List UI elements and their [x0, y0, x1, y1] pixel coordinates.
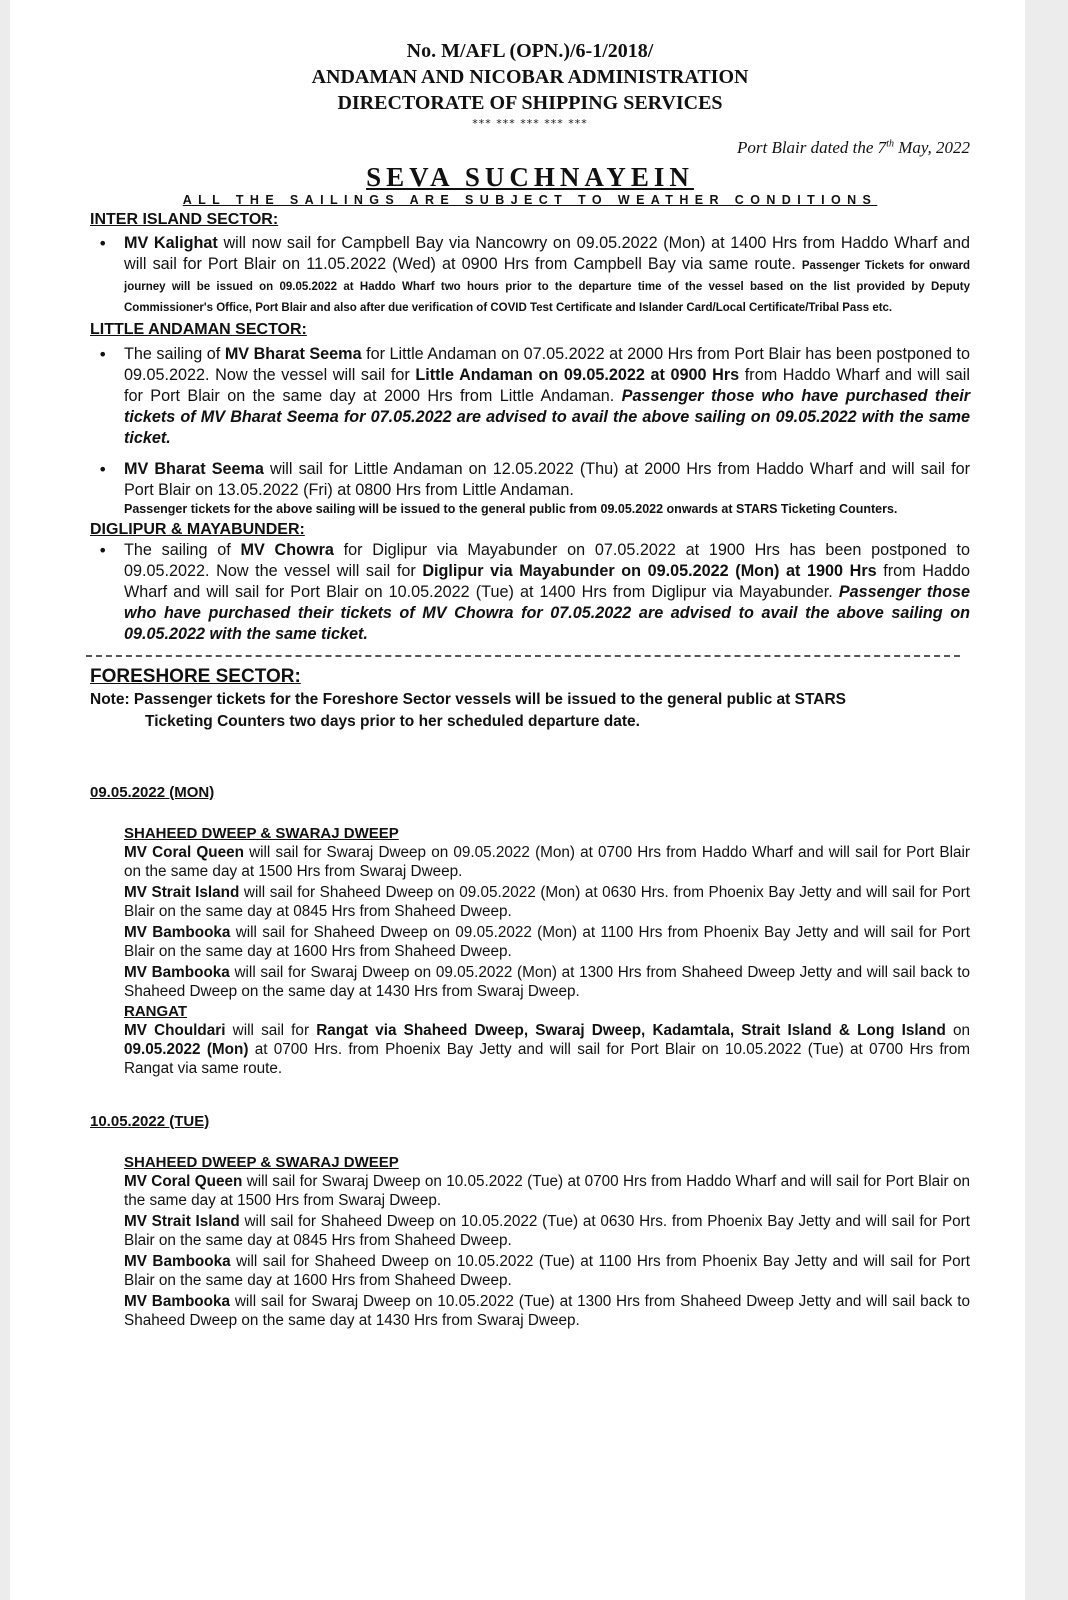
rangat-item [124, 1021, 970, 1078]
little-andaman-item-1 [90, 344, 970, 449]
sailing-text: will sail for Swaraj Dweep on 10.05.2022 (Tue) at 0700 Hrs from Haddo Wharf and will sail for Port Blair on the same day at 1500 Hrs from Swaraj Dweep. [124, 1173, 970, 1209]
diglipur-item [90, 540, 970, 645]
sailing-highlight: Diglipur via Mayabunder on 09.05.2022 (Mon) at 1900 Hrs [422, 562, 877, 580]
day1-items [124, 843, 970, 1001]
day-heading-tue: 10.05.2022 (TUE) [90, 1113, 210, 1130]
vessel-name: MV Coral Queen [124, 844, 244, 861]
bullet: • [98, 234, 108, 253]
weather-disclaimer: ALL THE SAILINGS ARE SUBJECT TO WEATHER CONDITIONS [182, 193, 878, 207]
bullet: • [98, 460, 108, 479]
sailing-text: will sail for Shaheed Dweep on 09.05.2022 (Mon) at 0630 Hrs. from Phoenix Bay Jetty and will sail for Port Blair on the same day at 0845 Hrs from Shaheed Dweep. [124, 884, 970, 920]
dated-sup: th [886, 138, 894, 150]
sailing-item [124, 963, 970, 1001]
sailing-highlight: Little Andaman on 09.05.2022 at 0900 Hrs [415, 366, 740, 384]
note-line-1: Note: Passenger tickets for the Foreshore Sector vessels will be issued to the general public at STARS [90, 691, 846, 708]
document-content [90, 38, 970, 1332]
dated-line [90, 138, 970, 158]
sailing-item [124, 843, 970, 881]
sailing-text: will sail for Shaheed Dweep on 09.05.2022 (Mon) at 1100 Hrs from Phoenix Bay Jetty and will sail for Port Blair on the same day at 1600 Hrs from Shaheed Dweep. [124, 924, 971, 960]
sailing-text: will now sail for Campbell Bay via Nancowry on 09.05.2022 (Mon) at 1400 Hrs from Haddo Wharf and will sail for Port Blair on 11.05.2022 (Wed) at 0900 Hrs from Campbell Bay via same route. [124, 234, 970, 273]
sailing-text: will sail for Shaheed Dweep on 10.05.2022 (Tue) at 0630 Hrs. from Phoenix Bay Jetty and will sail for Port Blair on the same day at 0845 Hrs from Shaheed Dweep. [124, 1213, 970, 1249]
subsector-heading: SHAHEED DWEEP & SWARAJ DWEEP [124, 1154, 399, 1171]
inter-island-text [124, 233, 970, 317]
subsector-heading: SHAHEED DWEEP & SWARAJ DWEEP [124, 825, 399, 842]
vessel-name: MV Coral Queen [124, 1173, 243, 1190]
vessel-name: MV Strait Island [124, 1213, 240, 1230]
inter-island-item [90, 233, 970, 317]
little-andaman-text-2 [124, 459, 970, 518]
diglipur-heading: DIGLIPUR & MAYABUNDER: [90, 521, 305, 538]
notice-title: SEVA SUCHNAYEIN [366, 162, 694, 192]
sailing-item [124, 923, 970, 961]
text: from Haddo Wharf and will sail for Port Blair on 10.05.2022 (Tue) at 1400 Hrs from Diglipur via Mayabunder. [124, 562, 970, 601]
text: for Diglipur via Mayabunder on 07.05.2022 at 1900 Hrs has been postponed to 09.05.2022. Now the vessel will sail for [124, 541, 971, 580]
sailing-text: will sail for Swaraj Dweep on 09.05.2022 (Mon) at 0700 Hrs from Haddo Wharf and will sail for Port Blair on the same day at 1500 Hrs from Swaraj Dweep. [124, 844, 970, 880]
route-highlight: Rangat via Shaheed Dweep, Swaraj Dweep, Kadamtala, Strait Island & Long Island [316, 1022, 946, 1039]
day1-block [90, 825, 970, 1078]
file-number: No. M/AFL (OPN.)/6-1/2018/ [406, 40, 654, 62]
vessel-name: MV Chouldari [124, 1022, 226, 1039]
day2-items [124, 1172, 970, 1330]
diglipur-text [124, 540, 970, 645]
subsector-heading-rangat: RANGAT [124, 1003, 188, 1020]
bullet: • [98, 541, 108, 560]
sailing-item [124, 1212, 970, 1250]
vessel-name: MV Bambooka [124, 964, 230, 981]
inter-island-heading: INTER ISLAND SECTOR: [90, 211, 279, 228]
date-highlight: 09.05.2022 (Mon) [124, 1041, 249, 1058]
sailing-text: will sail for Shaheed Dweep on 10.05.2022 (Tue) at 1100 Hrs from Phoenix Bay Jetty and will sail for Port Blair on the same day at 1600 Hrs from Shaheed Dweep. [124, 1253, 971, 1289]
dashed-divider [86, 655, 960, 657]
sailing-text: will sail for Swaraj Dweep on 09.05.2022 (Mon) at 1300 Hrs from Shaheed Dweep Jetty and will sail back to Shaheed Dweep on the same day at 1430 Hrs from Swaraj Dweep. [124, 964, 970, 1000]
ticket-note: Passenger Tickets for onward journey will be issued on 09.05.2022 at Haddo Wharf two hours prior to the departure time of the vessel based on the list provided by Deputy Commissioner's Office, Port Blair and also after due verification of COVID Test Certificate and Islander Card/Local Certificate/Tribal Pass etc. [124, 260, 971, 314]
dated-suffix: May, 2022 [893, 138, 970, 157]
ticket-advisory: Passenger those who have purchased their tickets of MV Bharat Seema for 07.05.2022 are advised to avail the above sailing on 09.05.2022 with the same ticket. [124, 387, 970, 447]
document-page [10, 0, 1025, 1600]
little-andaman-text-1 [124, 344, 970, 449]
little-andaman-item-2 [90, 459, 970, 518]
dated-prefix: Port Blair dated the 7 [736, 138, 887, 157]
bullet: • [98, 345, 108, 364]
text: will sail for Little Andaman on 12.05.2022 (Thu) at 2000 Hrs from Haddo Wharf and will sail for Port Blair on 13.05.2022 (Fri) at 0800 Hrs from Little Andaman. [124, 460, 970, 499]
day2-block [90, 1154, 970, 1330]
vessel-name: MV Chowra [240, 541, 334, 559]
vessel-name: MV Bharat Seema [224, 345, 362, 363]
vessel-name: MV Bambooka [124, 1293, 230, 1310]
foreshore-note [90, 689, 970, 733]
sailing-item [124, 1292, 970, 1330]
ticket-advisory: Passenger those who have purchased their tickets of MV Chowra for 07.05.2022 are advised to avail the above sailing on 09.05.2022 with the same ticket. [124, 583, 970, 643]
ticket-note: Passenger tickets for the above sailing will be issued to the general public from 09.05.2022 onwards at STARS Ticketing Counters. [124, 502, 898, 516]
sailing-item [124, 1172, 970, 1210]
vessel-name: MV Bharat Seema [124, 460, 264, 478]
foreshore-heading: FORESHORE SECTOR: [90, 666, 301, 687]
text: for Little Andaman on 07.05.2022 at 2000 Hrs from Port Blair has been postponed to 09.05.2022. Now the vessel will sail for [124, 345, 971, 384]
little-andaman-heading: LITTLE ANDAMAN SECTOR: [90, 321, 307, 338]
day-heading-mon: 09.05.2022 (MON) [90, 784, 215, 801]
text: from Haddo Wharf and will sail for Port Blair on the same day at 2000 Hrs from Little Andaman. [124, 366, 970, 405]
sailing-text: will sail for Swaraj Dweep on 10.05.2022 (Tue) at 1300 Hrs from Shaheed Dweep Jetty and will sail back to Shaheed Dweep on the same day at 1430 Hrs from Swaraj Dweep. [124, 1293, 970, 1329]
sailing-item [124, 1252, 970, 1290]
vessel-name: MV Kalighat [124, 234, 218, 252]
vessel-name: MV Strait Island [124, 884, 240, 901]
vessel-name: MV Bambooka [124, 1253, 231, 1270]
directorate-title: DIRECTORATE OF SHIPPING SERVICES [337, 92, 723, 114]
text: at 0700 Hrs. from Phoenix Bay Jetty and will sail for Port Blair on 10.05.2022 (Tue) at 0700 Hrs from Rangat via same route. [124, 1041, 971, 1077]
sailing-item [124, 883, 970, 921]
note-line-2: Ticketing Counters two days prior to her scheduled departure date. [145, 713, 640, 730]
administration-title: ANDAMAN AND NICOBAR ADMINISTRATION [311, 66, 749, 88]
text: on [945, 1022, 971, 1039]
text: The sailing of [124, 541, 241, 559]
vessel-name: MV Bambooka [124, 924, 231, 941]
text: will sail for [225, 1022, 317, 1039]
star-divider: *** *** *** *** *** [472, 117, 588, 130]
text: The sailing of [124, 345, 225, 363]
